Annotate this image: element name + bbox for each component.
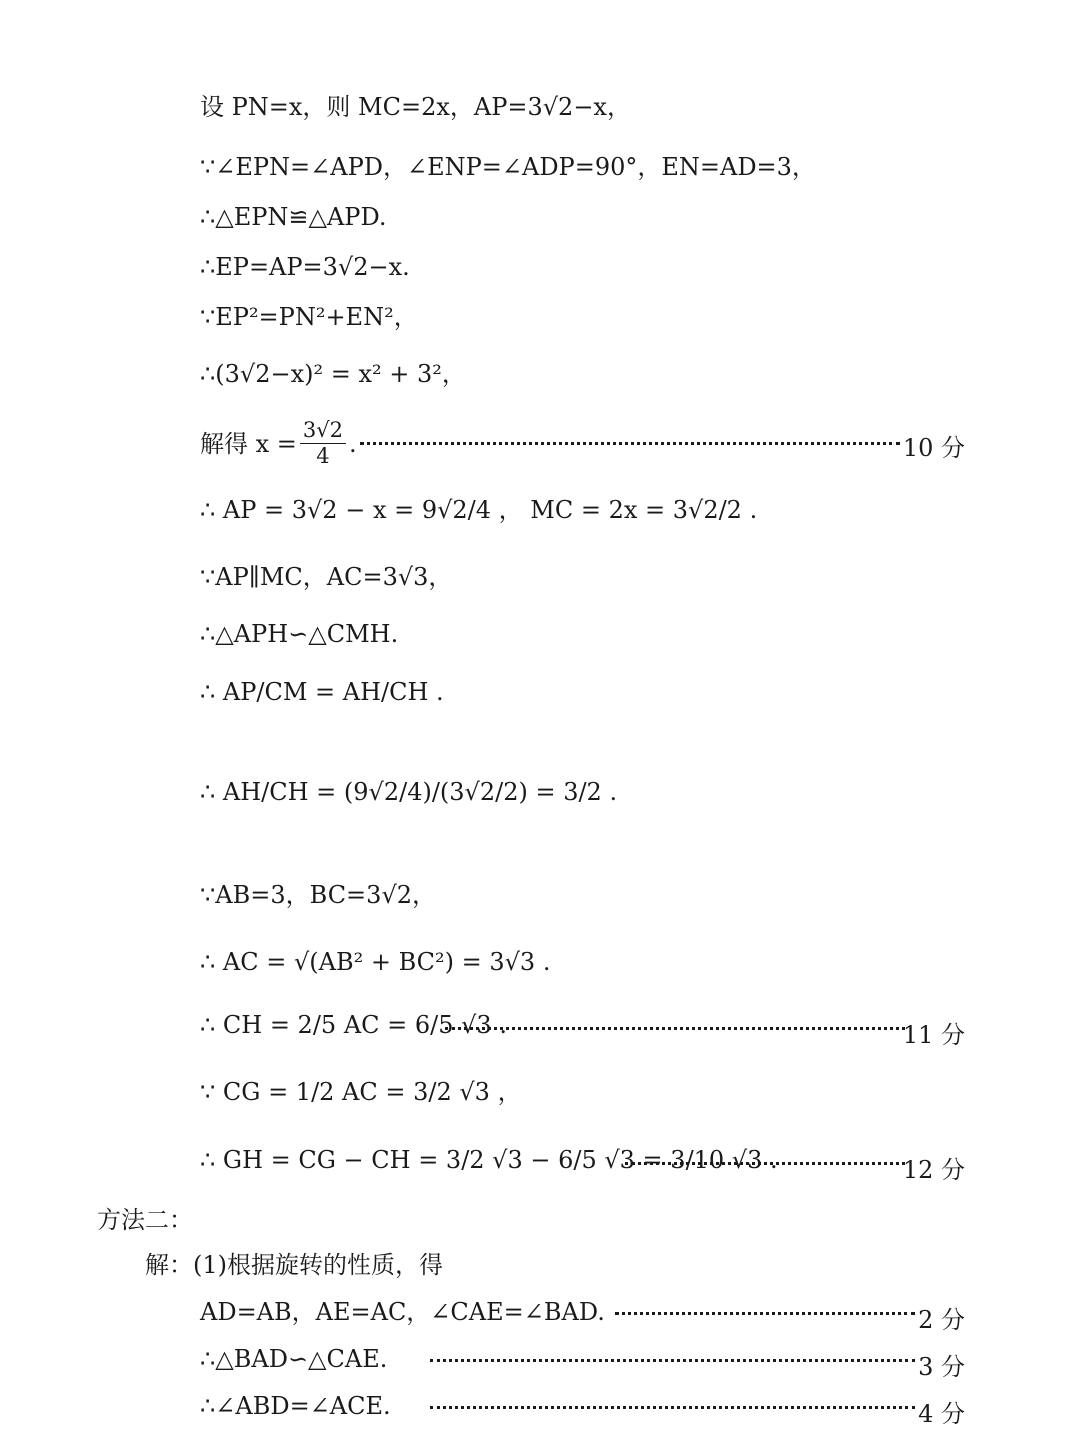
line-cg-value [200, 1080, 522, 1104]
heading-text: 方法二： [97, 1206, 193, 1234]
line-set-pn [200, 95, 631, 119]
line-text: ∵ CG = 1/2 AC = 3/2 √3 ， [200, 1078, 522, 1106]
score-leader-dots [615, 1312, 915, 1315]
fraction [300, 420, 346, 467]
line-ch-value [200, 1013, 507, 1037]
line-similar-bad-cae [200, 1347, 387, 1371]
score-12: 12 分 [902, 1156, 965, 1184]
line-rotation-equalities [200, 1300, 605, 1324]
line-similar-aph-cmh [200, 622, 398, 646]
line-text: ∴EP=AP=3√2−x. [200, 253, 410, 281]
line-pythagoras [200, 305, 418, 329]
line-congruent [200, 205, 386, 229]
line-text: 解得 x = [200, 429, 297, 458]
line-angles-equal [200, 155, 816, 179]
line-text: ∴ GH = CG − CH = 3/2 √3 − 6/5 √3 = 3/10 √3 . [200, 1146, 778, 1174]
line-text: 设 PN=x，则 MC=2x，AP=3√2−x， [200, 93, 631, 121]
line-text: ∴ AC = √(AB² + BC²) = 3√3 . [200, 948, 551, 976]
line-text: ∵AP∥MC，AC=3√3， [200, 563, 453, 591]
fraction-numerator: 3√2 [300, 420, 346, 444]
line-text: ∵∠EPN=∠APD，∠ENP=∠ADP=90°，EN=AD=3， [200, 153, 816, 181]
line-text: ∵EP²=PN²+EN²， [200, 303, 418, 331]
line-text: ∴△BAD∽△CAE. [200, 1345, 388, 1373]
line-text: ∴ AH/CH = (9√2/4)/(3√2/2) = 3/2 . [200, 778, 618, 806]
line-text: ∴ AP/CM = AH/CH . [200, 678, 444, 706]
score-10: 10 分 [902, 434, 965, 462]
score-leader-dots [430, 1406, 915, 1409]
fraction-denominator: 4 [316, 444, 330, 468]
solution-intro [145, 1253, 443, 1277]
line-equation [200, 362, 466, 386]
line-ratio-value [200, 780, 617, 804]
score-leader-dots [430, 1359, 915, 1362]
line-text: 解：(1)根据旋转的性质，得 [145, 1251, 443, 1279]
score-leader-dots [360, 442, 900, 445]
score-leader-dots [445, 1027, 905, 1030]
line-ac-value [200, 950, 550, 974]
line-ep-equals-ap [200, 255, 410, 279]
line-gh-value [200, 1148, 778, 1172]
line-text: ∴∠ABD=∠ACE. [200, 1392, 391, 1420]
line-ab-bc [200, 883, 436, 907]
line-text: ∵AB=3，BC=3√2， [200, 881, 437, 909]
line-solve-x: 解得 x = $\frac{3√2}{4}$ . [200, 418, 357, 468]
line-parallel [200, 565, 452, 589]
line-text: ∴△EPN≌△APD. [200, 203, 387, 231]
score-leader-dots [625, 1162, 905, 1165]
line-text: ∴ CH = 2/5 AC = 6/5 √3 . [200, 1011, 507, 1039]
line-text: ∴(3√2−x)² = x² + 3²， [200, 360, 466, 388]
score-3: 3 分 [918, 1353, 965, 1381]
score-2: 2 分 [918, 1306, 965, 1334]
score-4: 4 分 [918, 1400, 965, 1428]
line-ap-mc-values [200, 498, 757, 522]
line-text: ∴△APH∽△CMH. [200, 620, 399, 648]
score-11: 11 分 [902, 1021, 965, 1049]
line-text: AD=AB，AE=AC，∠CAE=∠BAD. [200, 1298, 605, 1326]
line-angle-abd-ace [200, 1394, 391, 1418]
method-two-heading [97, 1208, 193, 1232]
line-ratio [200, 680, 444, 704]
line-text: ∴ AP = 3√2 − x = 9√2/4 ， MC = 2x = 3√2/2 . [200, 496, 758, 524]
